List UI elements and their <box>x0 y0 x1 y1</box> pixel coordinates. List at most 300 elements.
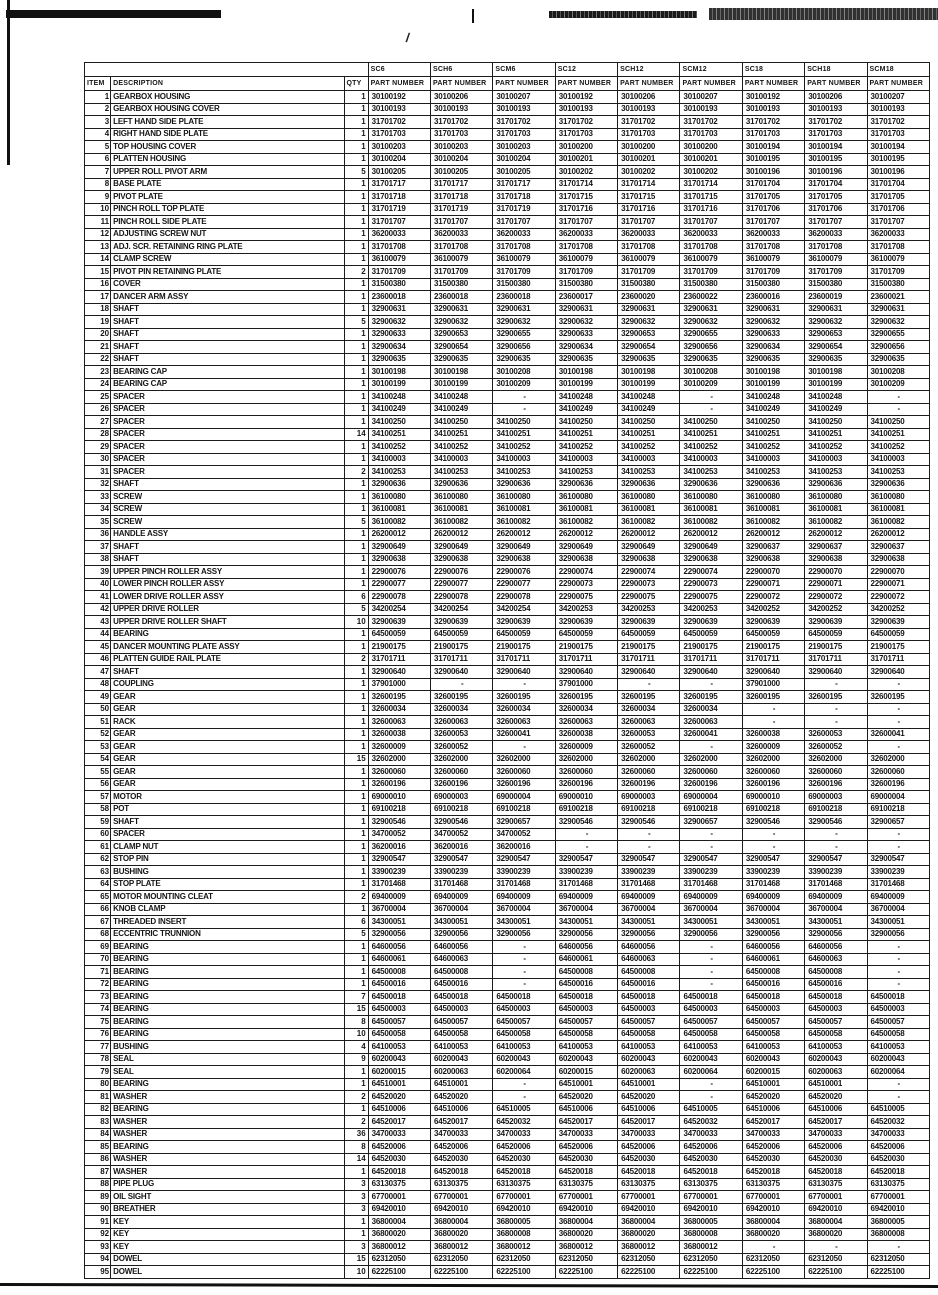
cell-part-number: 64500057 <box>680 1016 742 1029</box>
cell-description: SHAFT <box>111 316 344 329</box>
cell-part-number: 30100199 <box>618 378 680 391</box>
cell-part-number: 32900631 <box>867 303 929 316</box>
table-row <box>85 803 930 816</box>
cell-part-number: 67700001 <box>867 1191 929 1204</box>
cell-part-number: 32900633 <box>368 328 430 341</box>
cell-part-number: 36800020 <box>368 1228 430 1241</box>
cell-part-number: 64500059 <box>805 628 867 641</box>
cell-part-number: - <box>742 841 804 854</box>
cell-part-number: 32900654 <box>805 341 867 354</box>
cell-item: 78 <box>85 1053 111 1066</box>
cell-part-number: 30100203 <box>368 141 430 154</box>
cell-part-number: 30100205 <box>368 166 430 179</box>
cell-part-number: 32600196 <box>680 778 742 791</box>
cell-qty: 1 <box>344 816 368 829</box>
cell-item: 60 <box>85 828 111 841</box>
cell-part-number: 32900056 <box>805 928 867 941</box>
cell-qty: 10 <box>344 1028 368 1041</box>
cell-part-number: 34100249 <box>805 403 867 416</box>
cell-part-number: 36700004 <box>618 903 680 916</box>
cell-part-number: 34200253 <box>680 603 742 616</box>
cell-description: SPACER <box>111 441 344 454</box>
cell-part-number: 64500058 <box>742 1028 804 1041</box>
cell-part-number: 36800004 <box>805 1216 867 1229</box>
cell-part-number: 32600009 <box>555 741 617 754</box>
cell-part-number: 64500003 <box>805 1003 867 1016</box>
cell-part-number: 33900239 <box>368 866 430 879</box>
cell-part-number: 31701709 <box>742 266 804 279</box>
cell-part-number: 32900547 <box>618 853 680 866</box>
table-row <box>85 941 930 954</box>
cell-part-number: 34100003 <box>431 453 493 466</box>
cell-part-number: 64500059 <box>493 628 555 641</box>
group-header-sc6: SC6 <box>368 63 430 77</box>
cell-part-number: 31701709 <box>555 266 617 279</box>
cell-description: DOWEL <box>111 1266 344 1279</box>
cell-part-number: 67700001 <box>431 1191 493 1204</box>
cell-part-number: 34100253 <box>680 466 742 479</box>
cell-part-number: 31701719 <box>368 203 430 216</box>
cell-item: 86 <box>85 1153 111 1166</box>
cell-qty: 6 <box>344 916 368 929</box>
cell-part-number: 32600195 <box>618 691 680 704</box>
cell-description: SPACER <box>111 828 344 841</box>
cell-part-number: 34300051 <box>368 916 430 929</box>
cell-part-number: 63130375 <box>555 1178 617 1191</box>
cell-part-number: 64500059 <box>867 628 929 641</box>
cell-part-number: 32600034 <box>618 703 680 716</box>
cell-part-number: 32900547 <box>742 853 804 866</box>
cell-part-number: 64520017 <box>805 1116 867 1129</box>
cell-part-number: 64500057 <box>431 1016 493 1029</box>
cell-item: 64 <box>85 878 111 891</box>
cell-part-number: 31701702 <box>805 116 867 129</box>
cell-qty: 1 <box>344 253 368 266</box>
cell-part-number: 32900546 <box>742 816 804 829</box>
cell-part-number: 32900632 <box>368 316 430 329</box>
cell-part-number: 32600195 <box>867 691 929 704</box>
cell-part-number: 30100200 <box>680 141 742 154</box>
cell-part-number: 32602000 <box>618 753 680 766</box>
cell-part-number: 30100206 <box>431 91 493 104</box>
cell-part-number: - <box>680 741 742 754</box>
cell-part-number: 31701468 <box>368 878 430 891</box>
cell-part-number: 64500016 <box>431 978 493 991</box>
cell-part-number: 36100080 <box>867 491 929 504</box>
cell-qty: 1 <box>344 628 368 641</box>
cell-part-number: 63130375 <box>368 1178 430 1191</box>
cell-part-number: 64520030 <box>680 1153 742 1166</box>
table-row <box>85 328 930 341</box>
cell-part-number: 32900639 <box>555 616 617 629</box>
column-header-item: ITEM <box>85 77 111 91</box>
group-header-row <box>85 63 930 77</box>
cell-description: SPACER <box>111 453 344 466</box>
cell-part-number: - <box>867 391 929 404</box>
cell-part-number: - <box>680 953 742 966</box>
cell-description: CLAMP NUT <box>111 841 344 854</box>
cell-part-number: 32900635 <box>368 353 430 366</box>
column-header-part-number-9: PART NUMBER <box>867 77 929 91</box>
cell-part-number: 64500008 <box>742 966 804 979</box>
table-row <box>85 266 930 279</box>
cell-part-number: 34100248 <box>742 391 804 404</box>
cell-part-number: 34200253 <box>555 603 617 616</box>
cell-part-number: 32900635 <box>742 353 804 366</box>
cell-part-number: 31701709 <box>493 266 555 279</box>
cell-part-number: 30100207 <box>493 91 555 104</box>
cell-part-number: 64520020 <box>431 1091 493 1104</box>
table-row <box>85 278 930 291</box>
cell-part-number: 23600021 <box>867 291 929 304</box>
cell-item: 85 <box>85 1141 111 1154</box>
cell-item: 26 <box>85 403 111 416</box>
cell-part-number: 31701711 <box>867 653 929 666</box>
cell-part-number: 36100081 <box>742 503 804 516</box>
cell-part-number: - <box>493 1091 555 1104</box>
cell-part-number: 32900635 <box>555 353 617 366</box>
cell-part-number: 64500057 <box>368 1016 430 1029</box>
cell-part-number: 34200253 <box>618 603 680 616</box>
cell-qty: 1 <box>344 1078 368 1091</box>
cell-part-number: - <box>742 828 804 841</box>
cell-part-number: 30100201 <box>618 153 680 166</box>
cell-part-number: 64500058 <box>867 1028 929 1041</box>
cell-part-number: 31701705 <box>805 191 867 204</box>
cell-qty: 1 <box>344 716 368 729</box>
cell-part-number: 32602000 <box>742 753 804 766</box>
cell-part-number: 62225100 <box>493 1266 555 1279</box>
cell-part-number: 22900072 <box>805 591 867 604</box>
cell-part-number: 30100195 <box>805 153 867 166</box>
cell-part-number: 34700052 <box>493 828 555 841</box>
cell-part-number: 36100082 <box>555 516 617 529</box>
cell-part-number: 34100248 <box>618 391 680 404</box>
cell-part-number: 64520030 <box>618 1153 680 1166</box>
column-header-part-number-3: PART NUMBER <box>493 77 555 91</box>
cell-part-number: 32900632 <box>431 316 493 329</box>
cell-description: WASHER <box>111 1116 344 1129</box>
cell-part-number: 34200254 <box>368 603 430 616</box>
cell-item: 59 <box>85 816 111 829</box>
cell-part-number: 36100081 <box>867 503 929 516</box>
cell-qty: 1 <box>344 841 368 854</box>
table-row <box>85 1053 930 1066</box>
cell-part-number: 31701708 <box>867 241 929 254</box>
table-row <box>85 553 930 566</box>
cell-description: BEARING <box>111 966 344 979</box>
cell-item: 30 <box>85 453 111 466</box>
cell-description: KEY <box>111 1241 344 1254</box>
cell-part-number: 64600056 <box>805 941 867 954</box>
cell-part-number: 31701715 <box>680 191 742 204</box>
cell-part-number: 64600063 <box>805 953 867 966</box>
table-row <box>85 453 930 466</box>
cell-part-number: 67700001 <box>618 1191 680 1204</box>
cell-part-number: 60200063 <box>618 1066 680 1079</box>
cell-part-number: - <box>805 1241 867 1254</box>
cell-description: SCREW <box>111 503 344 516</box>
cell-part-number: 32600041 <box>680 728 742 741</box>
cell-part-number: 69100218 <box>618 803 680 816</box>
cell-part-number: 36100082 <box>805 516 867 529</box>
cell-part-number: 32900631 <box>555 303 617 316</box>
cell-part-number: 32900056 <box>431 928 493 941</box>
cell-item: 43 <box>85 616 111 629</box>
cell-item: 93 <box>85 1241 111 1254</box>
cell-part-number: 31701709 <box>680 266 742 279</box>
cell-qty: 5 <box>344 603 368 616</box>
cell-part-number: 30100204 <box>493 153 555 166</box>
table-row <box>85 541 930 554</box>
cell-part-number: 34300051 <box>555 916 617 929</box>
scan-artifact-slash-mark: / <box>404 29 411 46</box>
cell-part-number: 30100193 <box>618 103 680 116</box>
cell-item: 27 <box>85 416 111 429</box>
cell-part-number: 32900639 <box>493 616 555 629</box>
cell-qty: 1 <box>344 978 368 991</box>
table-row <box>85 1066 930 1079</box>
cell-description: WASHER <box>111 1153 344 1166</box>
cell-part-number: 31701709 <box>368 266 430 279</box>
cell-qty: 1 <box>344 966 368 979</box>
cell-part-number: 34100248 <box>368 391 430 404</box>
cell-part-number: 34100003 <box>867 453 929 466</box>
cell-part-number: 32900056 <box>742 928 804 941</box>
cell-part-number: 32600196 <box>368 778 430 791</box>
cell-part-number: 64500003 <box>680 1003 742 1016</box>
cell-part-number: 69100218 <box>493 803 555 816</box>
cell-part-number: 64520006 <box>493 1141 555 1154</box>
cell-part-number: 36100082 <box>618 516 680 529</box>
cell-part-number: 34100250 <box>742 416 804 429</box>
cell-part-number: 69400009 <box>555 891 617 904</box>
table-row <box>85 928 930 941</box>
cell-part-number: 69400009 <box>805 891 867 904</box>
cell-part-number: 32900649 <box>555 541 617 554</box>
cell-part-number: 34100252 <box>431 441 493 454</box>
parts-table <box>84 62 930 1279</box>
cell-part-number: 32900655 <box>867 328 929 341</box>
cell-part-number: 32900649 <box>493 541 555 554</box>
cell-part-number: 64510006 <box>742 1103 804 1116</box>
cell-part-number: 31701707 <box>680 216 742 229</box>
cell-description: BEARING <box>111 1028 344 1041</box>
cell-item: 95 <box>85 1266 111 1279</box>
cell-part-number: 34700033 <box>680 1128 742 1141</box>
cell-part-number: 64520018 <box>867 1166 929 1179</box>
cell-part-number: 30100193 <box>368 103 430 116</box>
cell-part-number: 69100218 <box>805 803 867 816</box>
cell-part-number: 22900070 <box>805 566 867 579</box>
cell-part-number: 26200012 <box>867 528 929 541</box>
cell-part-number: 31500380 <box>555 278 617 291</box>
cell-part-number: 34100251 <box>368 428 430 441</box>
cell-part-number: 64510001 <box>368 1078 430 1091</box>
cell-part-number: 32600195 <box>555 691 617 704</box>
cell-part-number: 32600060 <box>805 766 867 779</box>
cell-part-number: 32900547 <box>555 853 617 866</box>
cell-part-number: 62225100 <box>742 1266 804 1279</box>
cell-description: BUSHING <box>111 866 344 879</box>
cell-item: 36 <box>85 528 111 541</box>
table-row <box>85 866 930 879</box>
cell-part-number: 36800008 <box>493 1228 555 1241</box>
cell-part-number: 32900636 <box>618 478 680 491</box>
cell-part-number: 33900239 <box>867 866 929 879</box>
cell-part-number: 32900547 <box>805 853 867 866</box>
cell-description: SHAFT <box>111 328 344 341</box>
cell-part-number: 64500003 <box>368 1003 430 1016</box>
cell-part-number: 22900078 <box>493 591 555 604</box>
cell-part-number: 21900175 <box>805 641 867 654</box>
cell-part-number: 31701706 <box>805 203 867 216</box>
cell-description: PIPE PLUG <box>111 1178 344 1191</box>
cell-part-number: 30100206 <box>805 91 867 104</box>
cell-part-number: 36100080 <box>680 491 742 504</box>
cell-item: 31 <box>85 466 111 479</box>
cell-part-number: 64500059 <box>555 628 617 641</box>
table-row <box>85 1003 930 1016</box>
cell-part-number: 30100208 <box>680 366 742 379</box>
cell-part-number: 64500008 <box>805 966 867 979</box>
cell-part-number: 64600061 <box>555 953 617 966</box>
cell-part-number: 64100053 <box>742 1041 804 1054</box>
cell-part-number: 64520017 <box>618 1116 680 1129</box>
cell-description: WASHER <box>111 1091 344 1104</box>
cell-qty: 1 <box>344 353 368 366</box>
cell-part-number: 62312050 <box>493 1253 555 1266</box>
cell-part-number: 32900638 <box>431 553 493 566</box>
cell-part-number: 64600056 <box>431 941 493 954</box>
cell-part-number: 67700001 <box>555 1191 617 1204</box>
cell-qty: 1 <box>344 1166 368 1179</box>
cell-qty: 1 <box>344 666 368 679</box>
cell-part-number: 31701707 <box>431 216 493 229</box>
cell-part-number: 30100199 <box>368 378 430 391</box>
cell-part-number: 32900653 <box>618 328 680 341</box>
table-row <box>85 253 930 266</box>
cell-part-number: 34700033 <box>431 1128 493 1141</box>
cell-part-number: 32600041 <box>867 728 929 741</box>
cell-part-number: 31701707 <box>368 216 430 229</box>
cell-part-number: 36800020 <box>618 1228 680 1241</box>
cell-part-number: 32600053 <box>618 728 680 741</box>
table-row <box>85 1091 930 1104</box>
cell-part-number: 31701706 <box>867 203 929 216</box>
cell-qty: 1 <box>344 566 368 579</box>
cell-part-number: 32900637 <box>867 541 929 554</box>
cell-part-number: 32900636 <box>805 478 867 491</box>
cell-qty: 1 <box>344 103 368 116</box>
cell-part-number: 64600056 <box>618 941 680 954</box>
cell-part-number: 62225100 <box>680 1266 742 1279</box>
cell-part-number: 31701702 <box>742 116 804 129</box>
cell-part-number: 31701708 <box>431 241 493 254</box>
table-row <box>85 191 930 204</box>
cell-description: WASHER <box>111 1128 344 1141</box>
cell-part-number: 36100079 <box>867 253 929 266</box>
cell-item: 34 <box>85 503 111 516</box>
cell-qty: 2 <box>344 653 368 666</box>
cell-part-number: 30100194 <box>742 141 804 154</box>
cell-part-number: 30100198 <box>805 366 867 379</box>
cell-part-number: 34100252 <box>680 441 742 454</box>
cell-part-number: 26200012 <box>805 528 867 541</box>
cell-part-number: 31701707 <box>555 216 617 229</box>
cell-part-number: 26200012 <box>431 528 493 541</box>
cell-part-number: 31701711 <box>680 653 742 666</box>
cell-part-number: 33900239 <box>680 866 742 879</box>
cell-part-number: 22900076 <box>431 566 493 579</box>
table-row <box>85 1178 930 1191</box>
cell-description: SHAFT <box>111 816 344 829</box>
cell-qty: 1 <box>344 453 368 466</box>
cell-part-number: 31701709 <box>431 266 493 279</box>
cell-part-number: 36100082 <box>680 516 742 529</box>
cell-description: MOTOR MOUNTING CLEAT <box>111 891 344 904</box>
group-header-sch12: SCH12 <box>618 63 680 77</box>
cell-part-number: 32600063 <box>368 716 430 729</box>
cell-part-number: 32900649 <box>680 541 742 554</box>
column-header-part-number-4: PART NUMBER <box>555 77 617 91</box>
cell-part-number: 22900076 <box>368 566 430 579</box>
cell-part-number: 22900075 <box>618 591 680 604</box>
cell-part-number: 34100250 <box>431 416 493 429</box>
cell-part-number: 32900638 <box>618 553 680 566</box>
cell-part-number: 32900546 <box>805 816 867 829</box>
cell-part-number: 31701705 <box>742 191 804 204</box>
cell-qty: 1 <box>344 541 368 554</box>
cell-part-number: 32602000 <box>555 753 617 766</box>
table-row <box>85 466 930 479</box>
cell-item: 50 <box>85 703 111 716</box>
cell-part-number: 69420010 <box>555 1203 617 1216</box>
cell-part-number: 62312050 <box>680 1253 742 1266</box>
cell-description: DOWEL <box>111 1253 344 1266</box>
cell-part-number: - <box>493 978 555 991</box>
cell-part-number: 69420010 <box>368 1203 430 1216</box>
cell-item: 32 <box>85 478 111 491</box>
cell-part-number: - <box>867 1078 929 1091</box>
cell-part-number: 32900632 <box>742 316 804 329</box>
cell-part-number: 64520018 <box>555 1166 617 1179</box>
cell-part-number: 32900634 <box>368 341 430 354</box>
cell-part-number: 36100081 <box>555 503 617 516</box>
cell-part-number: 30100209 <box>493 378 555 391</box>
cell-part-number: 36800020 <box>805 1228 867 1241</box>
cell-part-number: 36700004 <box>680 903 742 916</box>
cell-part-number: - <box>680 978 742 991</box>
cell-part-number: 60200063 <box>431 1066 493 1079</box>
cell-part-number: 62225100 <box>368 1266 430 1279</box>
cell-description: GEAR <box>111 691 344 704</box>
cell-part-number: 36800004 <box>555 1216 617 1229</box>
cell-part-number: 30100200 <box>555 141 617 154</box>
cell-qty: 8 <box>344 1016 368 1029</box>
table-row <box>85 603 930 616</box>
cell-qty: 14 <box>344 1153 368 1166</box>
cell-qty: 14 <box>344 428 368 441</box>
cell-part-number: 32900640 <box>431 666 493 679</box>
cell-part-number: 31701711 <box>805 653 867 666</box>
cell-part-number: 22900071 <box>742 578 804 591</box>
cell-part-number: 30100192 <box>368 91 430 104</box>
cell-description: KEY <box>111 1228 344 1241</box>
scan-artifact-top-mid-bar <box>549 11 697 18</box>
table-row <box>85 216 930 229</box>
cell-part-number: 31701714 <box>680 178 742 191</box>
